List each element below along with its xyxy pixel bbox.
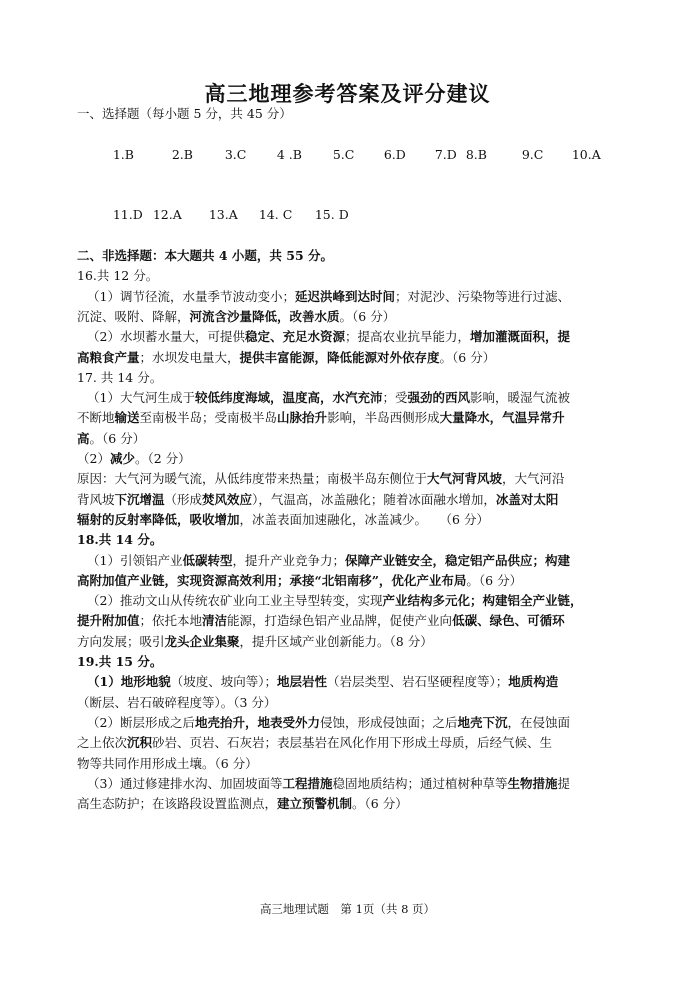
q18-part1-line1 xyxy=(77,551,623,571)
key-point: 下沉增温 xyxy=(114,491,165,507)
text-run: 影响，半岛西侧形成 xyxy=(327,410,440,426)
key-point: 焚风效应 xyxy=(202,491,253,507)
key-point: 地壳下沉 xyxy=(457,714,508,730)
q18-part2-line1 xyxy=(77,591,623,611)
page-title: 高三地理参考答案及评分建议 xyxy=(204,82,491,106)
q17-part1-line1 xyxy=(77,388,623,408)
q18-part2-line3 xyxy=(77,632,623,652)
choice-answer: 6.D xyxy=(383,146,406,162)
q17-part1-line3 xyxy=(77,429,623,449)
text-run: ；受 xyxy=(382,390,408,406)
text-run: ；依托本地 xyxy=(139,613,203,629)
text-run: 之上依次 xyxy=(77,735,128,751)
choice-answer: 1.B xyxy=(112,146,134,162)
key-point: 减少 xyxy=(109,451,135,467)
text-run: 能源，打造绿色铝产业品牌，促使产业向 xyxy=(227,613,453,629)
text-run: ，在侵蚀面 xyxy=(507,714,571,730)
key-point: 地形地貌 xyxy=(120,674,171,690)
text-run: ；提高农业抗旱能力， xyxy=(344,329,470,345)
section2-header: 二、非选择题：本大题共 4 小题，共 55 分。 xyxy=(77,248,334,264)
text-run: 。（6 分） xyxy=(89,430,146,446)
text-run: 。（6 分） xyxy=(466,572,523,588)
q18-part2-line2 xyxy=(77,611,623,631)
key-point: 较低纬度海域，温度高，水汽充沛 xyxy=(194,390,383,406)
choice-answer: 10.A xyxy=(571,146,601,162)
key-point: 龙头企业集聚 xyxy=(164,633,240,649)
choice-answers-row2 xyxy=(77,185,623,246)
key-point: 高 xyxy=(77,430,90,446)
q19-part3-line2 xyxy=(77,794,623,814)
q19-part2-line1 xyxy=(77,713,623,733)
key-point: 工程措施 xyxy=(282,775,333,791)
page-footer: 高三地理试题 第 1页（共 8 页） xyxy=(259,902,436,916)
key-point: 高粮食产量 xyxy=(77,349,140,365)
choice-answer: 5.C xyxy=(332,146,355,162)
text-run: （2） xyxy=(77,451,110,467)
q17-part3-line1 xyxy=(77,469,623,489)
q16-heading: 16.共 12 分。 xyxy=(77,268,159,284)
text-run: ；水坝发电量大， xyxy=(139,349,240,365)
key-point: 大量降水，气温异常升 xyxy=(439,410,565,426)
text-run: （1）引领铝产业 xyxy=(87,552,183,568)
text-run: 提 xyxy=(557,775,571,791)
text-run: 背风坡 xyxy=(77,491,115,507)
choice-answer: 8.B xyxy=(465,146,487,162)
key-point: 沉积 xyxy=(127,735,153,751)
q17-heading: 17. 共 14 分。 xyxy=(77,369,163,385)
choice-answer: 11.D xyxy=(112,207,143,223)
text-run: 影响，暖湿气流被 xyxy=(470,390,571,406)
choice-answer: 12.A xyxy=(152,207,182,223)
text-run: （坡度、坡向等）； xyxy=(170,674,277,690)
choice-answer: 7.D xyxy=(434,146,457,162)
text-run: ），气温高，冰盖融化；随着冰面融水增加， xyxy=(252,491,496,507)
key-point: 低碳转型 xyxy=(182,552,233,568)
choice-answers-row1 xyxy=(77,124,623,185)
key-point: 提供丰富能源，降低能源对外依存度 xyxy=(239,349,440,365)
q19-heading: 19.共 15 分。 xyxy=(77,654,163,670)
choice-answer: 13.A xyxy=(208,207,238,223)
q16-part2-line1 xyxy=(77,327,623,347)
text-run: 。（6 分） xyxy=(339,308,396,324)
key-point: 保障产业链安全，稳定铝产品供应；构建 xyxy=(345,552,571,568)
text-run: （1）调节径流，水量季节波动变小； xyxy=(87,288,295,304)
text-run: ，冰盖表面加速融化，冰盖减少。 （6 分） xyxy=(239,511,489,527)
text-run: （形成 xyxy=(164,491,203,507)
text-run: （2）水坝蓄水量大，可提供 xyxy=(87,329,245,345)
key-point: 地质构造 xyxy=(508,674,559,690)
q18-part1-line2 xyxy=(77,571,623,591)
key-point: 高附加值产业链，实现资源高效利用；承接“北铝南移”，优化产业布局 xyxy=(77,572,467,588)
text-run: （1）大气河生成于 xyxy=(87,390,195,406)
key-point: 山脉抬升 xyxy=(277,410,328,426)
text-run: （断层、岩石破碎程度等）。（3 分） xyxy=(77,694,277,710)
text-run: 稳固地质结构；通过植树种草等 xyxy=(332,775,508,791)
answer-content xyxy=(77,104,623,814)
text-run: 侵蚀，形成侵蚀面；之后 xyxy=(319,714,458,730)
key-point: 清洁 xyxy=(202,613,228,629)
text-run: ，提升产业竞争力； xyxy=(232,552,345,568)
q16-part2-line2 xyxy=(77,348,623,368)
text-run: ，大气河沿 xyxy=(502,471,565,487)
text-run: （2）推动文山从传统农矿业向工业主导型转变，实现 xyxy=(87,593,383,609)
text-run: 。（6 分） xyxy=(439,349,496,365)
choice-answer: 4 .B xyxy=(276,146,302,162)
key-point: 稳定、充足水资源 xyxy=(244,329,345,345)
key-point: 延迟洪峰到达时间 xyxy=(294,288,395,304)
q17-part2 xyxy=(77,449,623,469)
choice-answer: 14. C xyxy=(258,207,293,223)
text-run: （2）断层形成之后 xyxy=(87,714,195,730)
key-point: 强劲的西风 xyxy=(407,390,471,406)
text-run: 方向发展；吸引 xyxy=(77,633,165,649)
text-run: 不断地 xyxy=(77,410,115,426)
text-run: 原因：大气河为暖气流，从低纬度带来热量；南极半岛东侧位于 xyxy=(77,471,428,487)
key-point: 辐射的反射率降低，吸收增加 xyxy=(77,511,240,527)
key-point: 大气河背风坡 xyxy=(427,471,503,487)
text-run: 。（6 分） xyxy=(352,796,408,812)
key-point: 地壳抬升，地表受外力 xyxy=(194,714,320,730)
choice-answer: 9.C xyxy=(521,146,544,162)
q17-part3-line2 xyxy=(77,490,623,510)
q17-part1-line2 xyxy=(77,408,623,428)
choice-answer: 15. D xyxy=(314,207,349,223)
q16-part1-line1 xyxy=(77,287,623,307)
key-point: 河流含沙量降低，改善水质 xyxy=(189,308,340,324)
key-point: 产业结构多元化；构建铝全产业链， xyxy=(382,593,583,609)
text-run: 高生态防护；在该路段设置监测点， xyxy=(77,796,278,812)
text-run: （岩层类型、岩石坚硬程度等）； xyxy=(327,674,509,690)
key-point: （1） xyxy=(87,674,121,690)
text-run: 沉淀、吸附、降解， xyxy=(77,308,190,324)
key-point: 提升附加值 xyxy=(77,613,140,629)
key-point: 地层岩性 xyxy=(276,674,327,690)
q17-part3-line3 xyxy=(77,510,623,530)
section1-header: 一、选择题（每小题 5 分，共 45 分） xyxy=(77,106,292,121)
choice-answer: 2.B xyxy=(171,146,193,162)
q18-heading: 18.共 14 分。 xyxy=(77,532,163,548)
text-run: 物等共同作用形成土壤。（6 分） xyxy=(77,755,258,771)
text-run: ，提升区域产业创新能力。（8 分） xyxy=(239,633,433,649)
q19-part1-line1 xyxy=(77,672,623,692)
q19-part3-line1 xyxy=(77,774,623,794)
key-point: 低碳、绿色、可循环 xyxy=(452,613,565,629)
choice-answer: 3.C xyxy=(224,146,247,162)
text-run: （3）通过修建排水沟、加固坡面等 xyxy=(87,775,283,791)
text-run: 。（2 分） xyxy=(134,451,191,467)
q19-part2-line2 xyxy=(77,733,623,753)
text-run: ；对泥沙、污染物等进行过滤、 xyxy=(394,288,570,304)
text-run: 砂岩、页岩、石灰岩；表层基岩在风化作用下形成土母质，后经气候、生 xyxy=(152,735,553,751)
key-point: 建立预警机制 xyxy=(277,796,353,812)
text-run: 至南极半岛；受南极半岛 xyxy=(139,410,278,426)
q19-part2-line3 xyxy=(77,754,623,774)
q16-part1-line2 xyxy=(77,307,623,327)
key-point: 冰盖对太阳 xyxy=(495,491,559,507)
key-point: 输送 xyxy=(114,410,140,426)
q19-part1-line2 xyxy=(77,693,623,713)
key-point: 生物措施 xyxy=(507,775,558,791)
key-point: 增加灌溉面积，提 xyxy=(470,329,571,345)
